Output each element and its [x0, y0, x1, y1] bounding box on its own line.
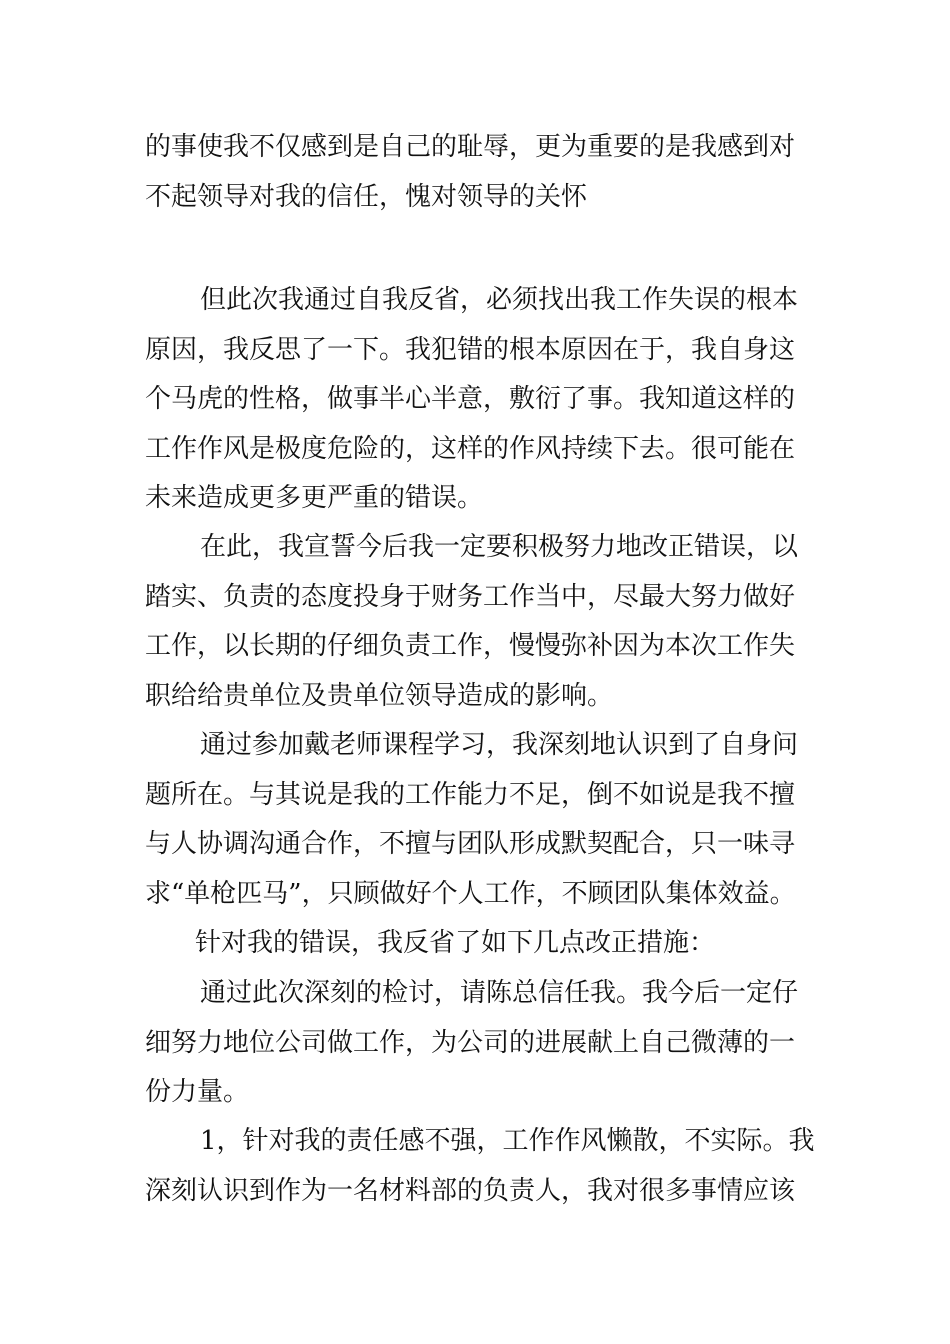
text-line: 求“单枪匹马”，只顾做好个人工作，不顾团队集体效益。: [145, 878, 796, 909]
text-line: 职给给贵单位及贵单位领导造成的影响。: [145, 680, 614, 711]
text-line: 工作作风是极度危险的，这样的作风持续下去。很可能在: [145, 433, 796, 464]
paragraph: [145, 276, 810, 524]
text-line: 与人协调沟通合作，不擅与团队形成默契配合，只一味寻: [145, 829, 796, 859]
text-line: 细努力地位公司做工作，为公司的进展献上自己微薄的一: [145, 1027, 796, 1058]
paragraph: [145, 919, 810, 969]
paragraph: [145, 969, 810, 1118]
text-line: 原因，我反思了一下。我犯错的根本原因在于，我自身这: [145, 334, 796, 365]
text-line: 通过此次深刻的检讨，请陈总信任我。我今后一定仔: [200, 978, 799, 1008]
text-line: 不起领导对我的信任，愧对领导的关怀: [145, 181, 588, 212]
text-line: 未来造成更多更严重的错误。: [145, 483, 484, 513]
paragraph: [145, 1117, 815, 1216]
text-line: 份力量。: [145, 1077, 250, 1107]
text-line: 题所在。与其说是我的工作能力不足，倒不如说是我不擅: [145, 779, 796, 810]
text-line: 深刻认识到作为一名材料部的负责人，我对很多事情应该: [145, 1175, 796, 1206]
text-line: 1，针对我的责任感不强，工作作风懒散，不实际。我: [200, 1126, 815, 1156]
paragraph: [145, 523, 810, 721]
text-line: 个马虎的性格，做事半心半意，敷衍了事。我知道这样的: [145, 384, 796, 414]
text-line: 通过参加戴老师课程学习，我深刻地认识到了自身问: [200, 730, 799, 760]
text-line: 在此，我宣誓今后我一定要积极努力地改正错误，以: [200, 532, 799, 562]
text-line: 但此次我通过自我反省，必须找出我工作失误的根本: [200, 285, 799, 315]
text-line: 工作，以长期的仔细负责工作，慢慢弥补因为本次工作失: [145, 631, 796, 661]
text-line: 针对我的错误，我反省了如下几点改正措施：: [195, 928, 716, 958]
paragraph: [145, 123, 810, 222]
paragraph: [145, 721, 810, 919]
text-line: 的事使我不仅感到是自己的耻辱，更为重要的是我感到对: [145, 132, 796, 162]
text-line: 踏实、负责的态度投身于财务工作当中，尽最大努力做好: [145, 581, 796, 612]
